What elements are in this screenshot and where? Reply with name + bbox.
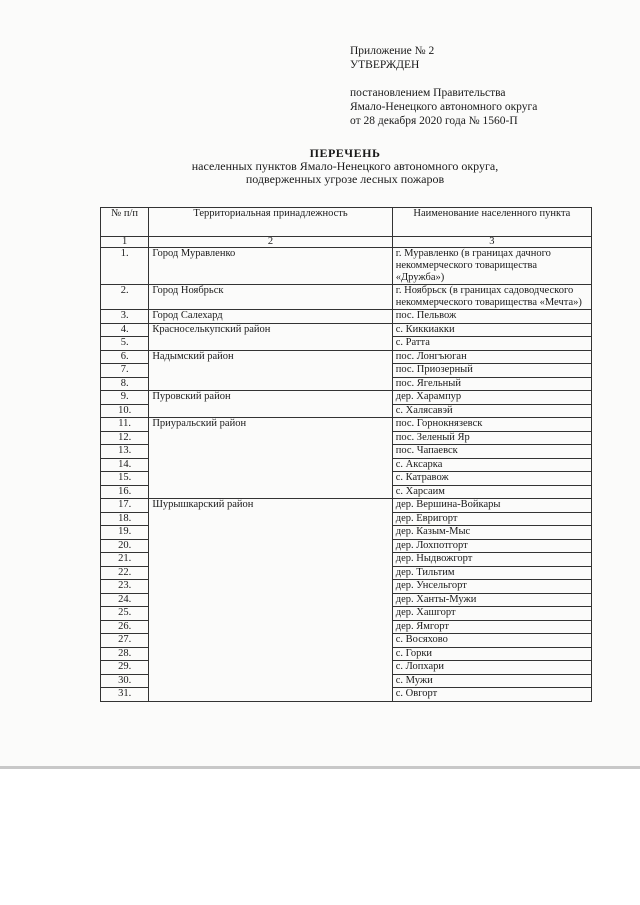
row-number: 1. <box>101 248 149 285</box>
row-settlement: дер. Харампур <box>392 391 591 405</box>
row-settlement: пос. Ягельный <box>392 377 591 391</box>
row-settlement: с. Киккиакки <box>392 323 591 337</box>
row-number: 3. <box>101 310 149 324</box>
row-territory: Город Муравленко <box>149 248 392 285</box>
title-heading: ПЕРЕЧЕНЬ <box>309 146 381 160</box>
table-row <box>101 418 592 432</box>
row-settlement: дер. Унсельгорт <box>392 580 591 594</box>
row-settlement: пос. Приозерный <box>392 364 591 378</box>
resolution-line: постановлением Правительства <box>350 87 506 99</box>
col-territory-header: Территориальная принадлежность <box>149 208 392 237</box>
row-settlement: пос. Горнокнязевск <box>392 418 591 432</box>
row-number: 11. <box>101 418 149 432</box>
row-number: 18. <box>101 512 149 526</box>
row-number: 10. <box>101 404 149 418</box>
row-settlement: с. Ратта <box>392 337 591 351</box>
row-settlement: пос. Чапаевск <box>392 445 591 459</box>
row-settlement: с. Харсаим <box>392 485 591 499</box>
approval-header <box>350 44 537 128</box>
row-settlement: дер. Казым-Мыс <box>392 526 591 540</box>
row-territory: Приуральский район <box>149 418 392 499</box>
table-row <box>101 499 592 513</box>
table-row <box>101 310 592 324</box>
row-number: 26. <box>101 620 149 634</box>
page-edge <box>0 766 640 769</box>
row-settlement: пос. Зеленый Яр <box>392 431 591 445</box>
row-number: 24. <box>101 593 149 607</box>
col-settlement-header: Наименование населенного пункта <box>392 208 591 237</box>
row-number: 17. <box>101 499 149 513</box>
col-index-3: 3 <box>392 237 591 248</box>
table-row <box>101 391 592 405</box>
row-settlement: дер. Лохпотгорт <box>392 539 591 553</box>
col-index-1: 1 <box>101 237 149 248</box>
title-sub2: подверженных угрозе лесных пожаров <box>245 172 445 186</box>
row-settlement: дер. Вершина-Войкары <box>392 499 591 513</box>
row-number: 28. <box>101 647 149 661</box>
row-number: 7. <box>101 364 149 378</box>
settlements-table <box>100 207 592 702</box>
row-territory: Город Салехард <box>149 310 392 324</box>
col-index-2: 2 <box>149 237 392 248</box>
row-number: 20. <box>101 539 149 553</box>
row-number: 13. <box>101 445 149 459</box>
title-sub1: населенных пунктов Ямало-Ненецкого автономного округа, <box>191 159 499 173</box>
row-number: 9. <box>101 391 149 405</box>
table-row <box>101 285 592 310</box>
row-territory: Шурышкарский район <box>149 499 392 702</box>
row-settlement: с. Овгорт <box>392 688 591 702</box>
row-settlement: пос. Лонгъюган <box>392 350 591 364</box>
row-settlement: дер. Хашгорт <box>392 607 591 621</box>
row-number: 21. <box>101 553 149 567</box>
row-number: 16. <box>101 485 149 499</box>
row-settlement: с. Горки <box>392 647 591 661</box>
date-line: от 28 декабря 2020 года № 1560-П <box>350 115 518 127</box>
row-settlement: дер. Ныдвожгорт <box>392 553 591 567</box>
row-number: 22. <box>101 566 149 580</box>
row-territory: Красноселькупский район <box>149 323 392 350</box>
table-row <box>101 350 592 364</box>
row-number: 4. <box>101 323 149 337</box>
row-settlement: с. Катравож <box>392 472 591 486</box>
row-settlement: дер. Ямгорт <box>392 620 591 634</box>
row-number: 2. <box>101 285 149 310</box>
row-number: 6. <box>101 350 149 364</box>
row-settlement: г. Ноябрьск (в границах садоводческого некоммерческого товарищества «Мечта») <box>392 285 591 310</box>
row-number: 30. <box>101 674 149 688</box>
row-number: 8. <box>101 377 149 391</box>
row-number: 25. <box>101 607 149 621</box>
row-settlement: с. Лопхари <box>392 661 591 675</box>
row-number: 29. <box>101 661 149 675</box>
row-settlement: с. Аксарка <box>392 458 591 472</box>
row-settlement: дер. Тильтим <box>392 566 591 580</box>
row-number: 5. <box>101 337 149 351</box>
appendix-line: Приложение № 2 <box>350 45 435 57</box>
row-settlement: дер. Ханты-Мужи <box>392 593 591 607</box>
table-row <box>101 248 592 285</box>
row-number: 12. <box>101 431 149 445</box>
row-number: 27. <box>101 634 149 648</box>
row-settlement: г. Муравленко (в границах дачного некоммерческого товарищества «Дружба») <box>392 248 591 285</box>
row-settlement: с. Халясавэй <box>392 404 591 418</box>
row-number: 15. <box>101 472 149 486</box>
region-line: Ямало-Ненецкого автономного округа <box>350 101 538 113</box>
row-number: 23. <box>101 580 149 594</box>
approved-line: УТВЕРЖДЕН <box>350 59 420 71</box>
row-territory: Город Ноябрьск <box>149 285 392 310</box>
row-settlement: с. Мужи <box>392 674 591 688</box>
row-settlement: дер. Евригорт <box>392 512 591 526</box>
row-territory: Пуровский район <box>149 391 392 418</box>
row-number: 19. <box>101 526 149 540</box>
row-settlement: с. Восяхово <box>392 634 591 648</box>
col-number-header: № п/п <box>101 208 149 237</box>
document-title <box>100 147 590 186</box>
row-number: 14. <box>101 458 149 472</box>
row-territory: Надымский район <box>149 350 392 391</box>
table-row <box>101 323 592 337</box>
row-number: 31. <box>101 688 149 702</box>
row-settlement: пос. Пельвож <box>392 310 591 324</box>
